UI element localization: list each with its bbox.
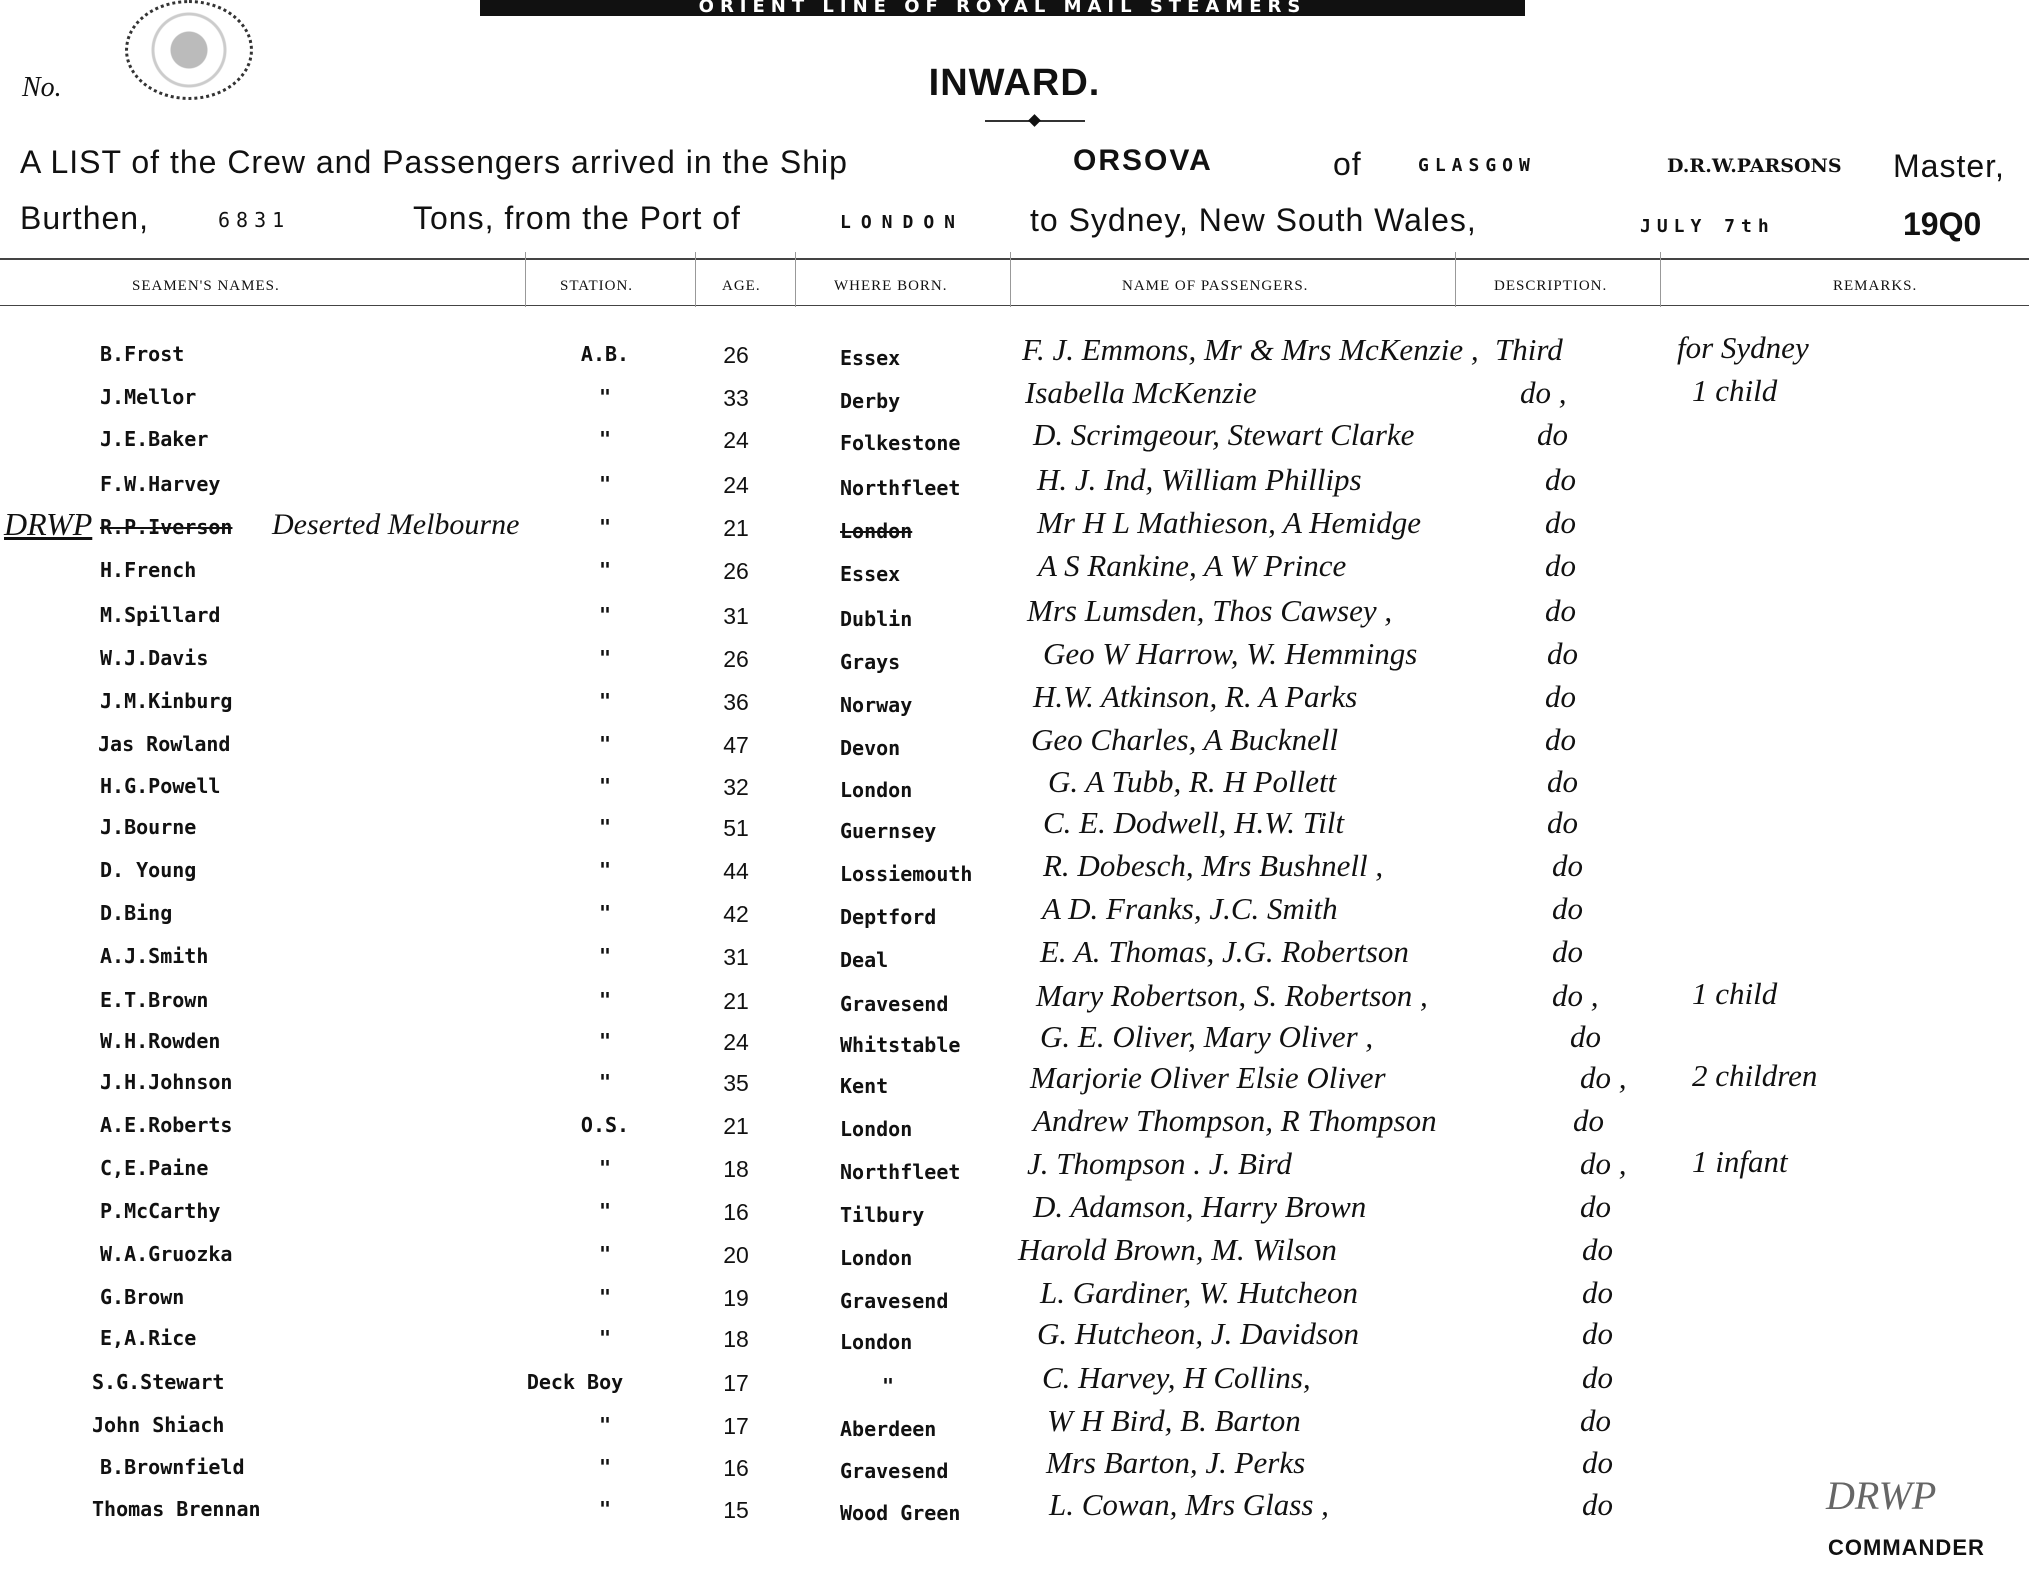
seaman-name: W.J.Davis — [100, 646, 209, 670]
age: 24 — [723, 427, 749, 453]
age: 21 — [723, 988, 749, 1014]
station: " — [598, 1242, 612, 1266]
seaman-name: P.McCarthy — [100, 1199, 221, 1223]
passenger-description: do , — [1520, 375, 1567, 410]
passenger-description: do — [1552, 934, 1583, 969]
passenger-names: F. J. Emmons, Mr & Mrs McKenzie , — [1022, 332, 1479, 367]
age: 15 — [723, 1497, 749, 1523]
header-rule-bottom — [0, 305, 2029, 306]
age: 33 — [723, 385, 749, 411]
where-born: Lossiemouth — [840, 862, 973, 886]
seaman-name: John Shiach — [92, 1413, 225, 1437]
passenger-names: A D. Franks, J.C. Smith — [1042, 891, 1338, 926]
master-name: D.R.W.PARSONS — [1667, 155, 1842, 177]
where-born: Gravesend — [840, 1289, 949, 1313]
seaman-name: G.Brown — [100, 1285, 185, 1309]
age: 26 — [723, 342, 749, 368]
passenger-names: L. Cowan, Mrs Glass , — [1049, 1487, 1329, 1522]
list-heading: A LIST of the Crew and Passengers arrived in the Ship — [20, 144, 848, 180]
station: " — [598, 603, 612, 627]
seaman-name: H.G.Powell — [100, 774, 221, 798]
passenger-description: do — [1573, 1103, 1604, 1138]
deserted-note: Deserted Melbourne — [272, 508, 520, 541]
where-born: Grays — [840, 650, 901, 674]
passenger-description: do — [1570, 1019, 1601, 1054]
seaman-name: W.A.Gruozka — [100, 1242, 233, 1266]
passenger-names: Andrew Thompson, R Thompson — [1033, 1103, 1437, 1138]
commander-label: COMMANDER — [1828, 1535, 1985, 1560]
age: 19 — [723, 1285, 749, 1311]
destination: to Sydney, New South Wales, — [1030, 202, 1477, 238]
seaman-name: J.M.Kinburg — [100, 689, 233, 713]
where-born: Gravesend — [840, 992, 949, 1016]
station: " — [598, 558, 612, 582]
station: " — [598, 646, 612, 670]
passenger-names: E. A. Thomas, J.G. Robertson — [1040, 934, 1409, 969]
passenger-description: do — [1545, 722, 1576, 757]
seaman-name: A.J.Smith — [100, 944, 209, 968]
number-label: No. — [22, 72, 62, 103]
passenger-names: A S Rankine, A W Prince — [1038, 548, 1347, 583]
col-passengers: NAME OF PASSENGERS. — [1122, 278, 1309, 294]
where-born: Essex — [840, 346, 901, 370]
age: 18 — [723, 1156, 749, 1182]
passenger-description: do — [1582, 1487, 1613, 1522]
col-divider — [795, 252, 796, 307]
station: " — [598, 1070, 612, 1094]
passenger-description: do — [1545, 548, 1576, 583]
age: 24 — [723, 472, 749, 498]
age: 35 — [723, 1070, 749, 1096]
remarks: 2 children — [1692, 1058, 1818, 1093]
remarks: for Sydney — [1677, 330, 1809, 365]
passenger-names: Mrs Barton, J. Perks — [1046, 1445, 1306, 1480]
station: " — [598, 1413, 612, 1437]
passenger-names: J. Thompson . J. Bird — [1027, 1146, 1292, 1181]
where-born: London — [840, 1246, 913, 1270]
station: " — [598, 385, 612, 409]
seaman-name: E,A.Rice — [100, 1326, 197, 1350]
passenger-names: Geo W Harrow, W. Hemmings — [1043, 636, 1418, 671]
where-born: Whitstable — [840, 1033, 961, 1057]
where-born: Guernsey — [840, 819, 937, 843]
passenger-description: do — [1547, 636, 1578, 671]
station: O.S. — [580, 1113, 630, 1137]
passenger-names: D. Adamson, Harry Brown — [1033, 1189, 1367, 1224]
passenger-names: Mrs Lumsden, Thos Cawsey , — [1027, 593, 1393, 628]
seaman-name: H.French — [100, 558, 197, 582]
passenger-description: do — [1545, 505, 1576, 540]
passenger-names: Geo Charles, A Bucknell — [1031, 722, 1339, 757]
col-divider — [1010, 252, 1011, 307]
station: " — [598, 1326, 612, 1350]
seaman-name: S.G.Stewart — [92, 1370, 225, 1394]
where-born: London — [840, 1330, 913, 1354]
passenger-description: do — [1545, 593, 1576, 628]
seaman-name: R.P.Iverson — [100, 515, 233, 539]
seaman-name: F.W.Harvey — [100, 472, 221, 496]
where-born: London — [840, 519, 913, 543]
passenger-description: do — [1582, 1445, 1613, 1480]
age: 16 — [723, 1455, 749, 1481]
passenger-names: Mary Robertson, S. Robertson , — [1036, 978, 1428, 1013]
age: 18 — [723, 1326, 749, 1352]
where-born: Kent — [840, 1074, 889, 1098]
where-born: Derby — [840, 389, 901, 413]
station: " — [598, 1029, 612, 1053]
station: " — [598, 815, 612, 839]
station: " — [598, 472, 612, 496]
seaman-name: J.Bourne — [100, 815, 197, 839]
age: 51 — [723, 815, 749, 841]
where-born: Deptford — [840, 905, 937, 929]
where-born: Gravesend — [840, 1459, 949, 1483]
ship-name: ORSOVA — [1073, 144, 1213, 177]
of-label: of — [1333, 146, 1362, 182]
station: " — [598, 689, 612, 713]
station: " — [598, 988, 612, 1012]
age: 36 — [723, 689, 749, 715]
station: " — [598, 515, 612, 539]
station: " — [598, 774, 612, 798]
passenger-names: R. Dobesch, Mrs Bushnell , — [1043, 848, 1384, 883]
seaman-name: B.Frost — [100, 342, 185, 366]
age: 17 — [723, 1370, 749, 1396]
seaman-name: W.H.Rowden — [100, 1029, 221, 1053]
station: " — [598, 1199, 612, 1223]
where-born: Tilbury — [840, 1203, 925, 1227]
age: 21 — [723, 1113, 749, 1139]
passenger-description: do , — [1552, 978, 1599, 1013]
page-title: INWARD. — [928, 62, 1101, 104]
age: 42 — [723, 901, 749, 927]
passenger-names: D. Scrimgeour, Stewart Clarke — [1033, 417, 1415, 452]
passenger-description: do — [1552, 848, 1583, 883]
remarks: 1 child — [1692, 976, 1778, 1011]
passenger-names: L. Gardiner, W. Hutcheon — [1040, 1275, 1359, 1310]
passenger-description: do — [1582, 1316, 1613, 1351]
age: 47 — [723, 732, 749, 758]
where-born: Wood Green — [840, 1501, 961, 1525]
col-age: AGE. — [722, 278, 761, 294]
age: 32 — [723, 774, 749, 800]
col-seamen-names: SEAMEN'S NAMES. — [132, 278, 280, 294]
remarks: 1 infant — [1692, 1144, 1788, 1179]
where-born: London — [840, 778, 913, 802]
burthen-label: Burthen, — [20, 200, 149, 236]
title-ornament — [985, 120, 1085, 122]
where-born: Devon — [840, 736, 901, 760]
passenger-names: C. E. Dodwell, H.W. Tilt — [1043, 805, 1345, 840]
station: Deck Boy — [526, 1370, 624, 1394]
port-of-registry: GLASGOW — [1418, 155, 1536, 176]
age: 20 — [723, 1242, 749, 1268]
passenger-names: G. E. Oliver, Mary Oliver , — [1040, 1019, 1374, 1054]
age: 31 — [723, 603, 749, 629]
seaman-name: J.Mellor — [100, 385, 197, 409]
master-label: Master, — [1893, 148, 2005, 184]
where-born: London — [840, 1117, 913, 1141]
seaman-name: B.Brownfield — [100, 1455, 245, 1479]
col-divider — [525, 252, 526, 307]
age: 24 — [723, 1029, 749, 1055]
station: " — [598, 901, 612, 925]
passenger-names: H.W. Atkinson, R. A Parks — [1033, 679, 1358, 714]
passenger-description: do , — [1580, 1146, 1627, 1181]
remarks: 1 child — [1692, 373, 1778, 408]
col-description: DESCRIPTION. — [1494, 278, 1608, 294]
station: A.B. — [580, 342, 630, 366]
age: 44 — [723, 858, 749, 884]
header-rule-top — [0, 258, 2029, 260]
seaman-name: Jas Rowland — [98, 732, 231, 756]
passenger-description: do — [1537, 417, 1568, 452]
passenger-names: Mr H L Mathieson, A Hemidge — [1037, 505, 1422, 540]
seaman-name: D. Young — [100, 858, 197, 882]
seaman-name: E.T.Brown — [100, 988, 209, 1012]
station: " — [598, 858, 612, 882]
station: " — [598, 1285, 612, 1309]
station: " — [598, 1497, 612, 1521]
passenger-names: W H Bird, B. Barton — [1047, 1403, 1301, 1438]
station: " — [598, 1455, 612, 1479]
passenger-names: Harold Brown, M. Wilson — [1018, 1232, 1337, 1267]
age: 31 — [723, 944, 749, 970]
age: 21 — [723, 515, 749, 541]
age: 17 — [723, 1413, 749, 1439]
passenger-names: Isabella McKenzie — [1025, 375, 1257, 410]
where-born: Folkestone — [840, 431, 961, 455]
age: 26 — [723, 558, 749, 584]
passenger-names: G. A Tubb, R. H Pollett — [1048, 764, 1337, 799]
where-born: Northfleet — [840, 1160, 961, 1184]
passenger-description: do — [1580, 1403, 1611, 1438]
arrival-date: JULY 7th — [1640, 216, 1775, 237]
seaman-name: Thomas Brennan — [92, 1497, 261, 1521]
passenger-names: C. Harvey, H Collins, — [1042, 1360, 1311, 1395]
commander-signature: DRWP — [1826, 1473, 1937, 1518]
from-port: LONDON — [840, 212, 966, 233]
passenger-description: do — [1582, 1360, 1613, 1395]
station: " — [598, 1156, 612, 1180]
passenger-description: do — [1580, 1189, 1611, 1224]
passenger-description: do — [1545, 679, 1576, 714]
where-born: Essex — [840, 562, 901, 586]
where-born: Aberdeen — [840, 1417, 937, 1441]
col-station: STATION. — [560, 278, 634, 294]
passenger-description: do — [1547, 764, 1578, 799]
passenger-names: G. Hutcheon, J. Davidson — [1037, 1316, 1359, 1351]
tons-from-label: Tons, from the Port of — [413, 200, 741, 236]
station: " — [598, 944, 612, 968]
col-where-born: WHERE BORN. — [834, 278, 948, 294]
passenger-description: do — [1552, 891, 1583, 926]
where-born: Norway — [840, 693, 913, 717]
passenger-description: Third — [1495, 332, 1563, 367]
passenger-names: Marjorie Oliver Elsie Oliver — [1030, 1060, 1386, 1095]
seaman-name: C,E.Paine — [100, 1156, 209, 1180]
passenger-names: H. J. Ind, William Phillips — [1037, 462, 1362, 497]
passenger-description: do — [1582, 1275, 1613, 1310]
passenger-description: do — [1545, 462, 1576, 497]
where-born: Dublin — [840, 607, 913, 631]
seaman-name: J.H.Johnson — [100, 1070, 233, 1094]
col-remarks: REMARKS. — [1833, 278, 1918, 294]
station: " — [598, 732, 612, 756]
age: 26 — [723, 646, 749, 672]
margin-initials: DRWP — [4, 506, 93, 542]
passenger-description: do , — [1580, 1060, 1627, 1095]
col-divider — [695, 252, 696, 307]
station: " — [598, 427, 612, 451]
where-born: Deal — [840, 948, 889, 972]
year: 19Q0 — [1903, 206, 1982, 242]
seaman-name: A.E.Roberts — [100, 1113, 233, 1137]
passenger-description: do — [1582, 1232, 1613, 1267]
where-born: Northfleet — [840, 476, 961, 500]
age: 16 — [723, 1199, 749, 1225]
seaman-name: J.E.Baker — [100, 427, 209, 451]
top-banner: ORIENT LINE OF ROYAL MAIL STEAMERS — [480, 0, 1525, 16]
where-born: " — [882, 1374, 895, 1398]
col-divider — [1455, 252, 1456, 307]
col-divider — [1660, 252, 1661, 307]
passenger-description: do — [1547, 805, 1578, 840]
burthen-value: 6831 — [218, 208, 291, 232]
seaman-name: M.Spillard — [100, 603, 221, 627]
seaman-name: D.Bing — [100, 901, 173, 925]
